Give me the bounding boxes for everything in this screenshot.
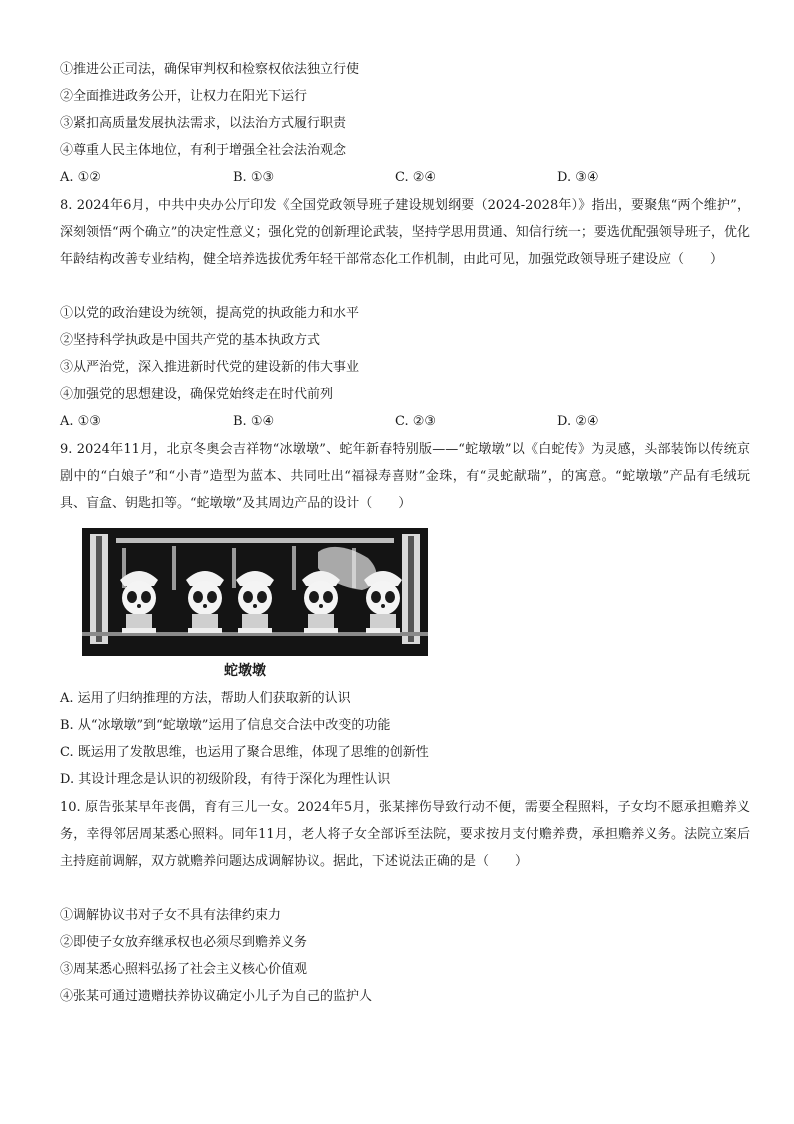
q9-option-b[interactable]: B. 从“冰墩墩”到“蛇墩墩”运用了信息交合法中改变的功能 <box>60 718 391 733</box>
q9-option-a[interactable]: A. 运用了归纳推理的方法，帮助人们获取新的认识 <box>60 691 351 706</box>
q7-option-b[interactable]: B. ①③ <box>233 170 275 185</box>
q8-statement-3: ③从严治党，深入推进新时代党的建设新的伟大事业 <box>60 360 360 375</box>
q7-options <box>60 169 750 187</box>
q8-statement-2: ②坚持科学执政是中国共产党的基本执政方式 <box>60 333 321 348</box>
q8-statement-1: ①以党的政治建设为统领，提高党的执政能力和水平 <box>60 306 360 321</box>
snake-dundun-photo-illustration <box>82 528 428 656</box>
q10-statement-1: ①调解协议书对子女不具有法律约束力 <box>60 908 282 923</box>
q7-option-d[interactable]: D. ③④ <box>557 170 599 185</box>
q9-option-c[interactable]: C. 既运用了发散思维，也运用了聚合思维，体现了思维的创新性 <box>60 745 429 760</box>
q10-statement-3: ③周某悉心照料弘扬了社会主义核心价值观 <box>60 962 308 977</box>
q10-stem: 10. 原告张某早年丧偶，育有三儿一女。2024年5月，张某摔伤导致行动不便，需要全程照料，子女均不愿承担赡养义务，幸得邻居周某悉心照料。同年11月，老人将子女全部诉至法院，要求按月支付赡养费，承担赡养义务。法院立案后主持庭前调解，双方就赡养问题达成调解协议。据此，下述说法正确的是（ ） <box>60 800 750 869</box>
q8-options <box>60 413 750 431</box>
q7-option-c[interactable]: C. ②④ <box>395 170 437 185</box>
q9-stem: 9. 2024年11月，北京冬奥会吉祥物“冰墩墩”、蛇年新春特别版——“蛇墩墩”以《白蛇传》为灵感，头部装饰以传统京剧中的“白娘子”和“小青”造型为蓝本、共同吐出“福禄寿喜财”金珠，有“灵蛇献瑞”，的寓意。“蛇墩墩”产品有毛绒玩具、盲盒、钥匙扣等。“蛇墩墩”及其周边产品的设计（ ） <box>60 442 750 511</box>
q7-statement-2: ②全面推进政务公开，让权力在阳光下运行 <box>60 89 308 104</box>
q10-statement-4: ④张某可通过遗赠扶养协议确定小儿子为自己的监护人 <box>60 989 373 1004</box>
q8-option-a[interactable]: A. ①③ <box>60 414 101 429</box>
q8-option-d[interactable]: D. ②④ <box>557 414 599 429</box>
q7-statement-3: ③紧扣高质量发展执法需求，以法治方式履行职责 <box>60 116 347 131</box>
snake-dundun-photo <box>82 528 428 656</box>
q9-option-d[interactable]: D. 其设计理念是认识的初级阶段，有待于深化为理性认识 <box>60 772 391 787</box>
q7-statement-4: ④尊重人民主体地位，有利于增强全社会法治观念 <box>60 143 347 158</box>
q10-statement-2: ②即使子女放弃继承权也必须尽到赡养义务 <box>60 935 308 950</box>
q7-statement-1: ①推进公正司法，确保审判权和检察权依法独立行使 <box>60 62 360 77</box>
figure-caption: 蛇墩墩 <box>224 663 266 679</box>
q7-option-a[interactable]: A. ①② <box>60 170 101 185</box>
q8-stem: 8. 2024年6月，中共中央办公厅印发《全国党政领导班子建设规划纲要（2024-2028年）》指出，要聚焦“两个维护”，深刻领悟“两个确立”的决定性意义；强化党的创新理论武装，坚持学思用贯通、知信行统一；要选优配强领导班子，优化年龄结构改善专业结构，健全培养选拔优秀年轻干部常态化工作机制，由此可见，加强党政领导班子建设应（ ） <box>60 198 750 267</box>
q8-statement-4: ④加强党的思想建设，确保党始终走在时代前列 <box>60 387 334 402</box>
q8-option-c[interactable]: C. ②③ <box>395 414 437 429</box>
q8-option-b[interactable]: B. ①④ <box>233 414 275 429</box>
